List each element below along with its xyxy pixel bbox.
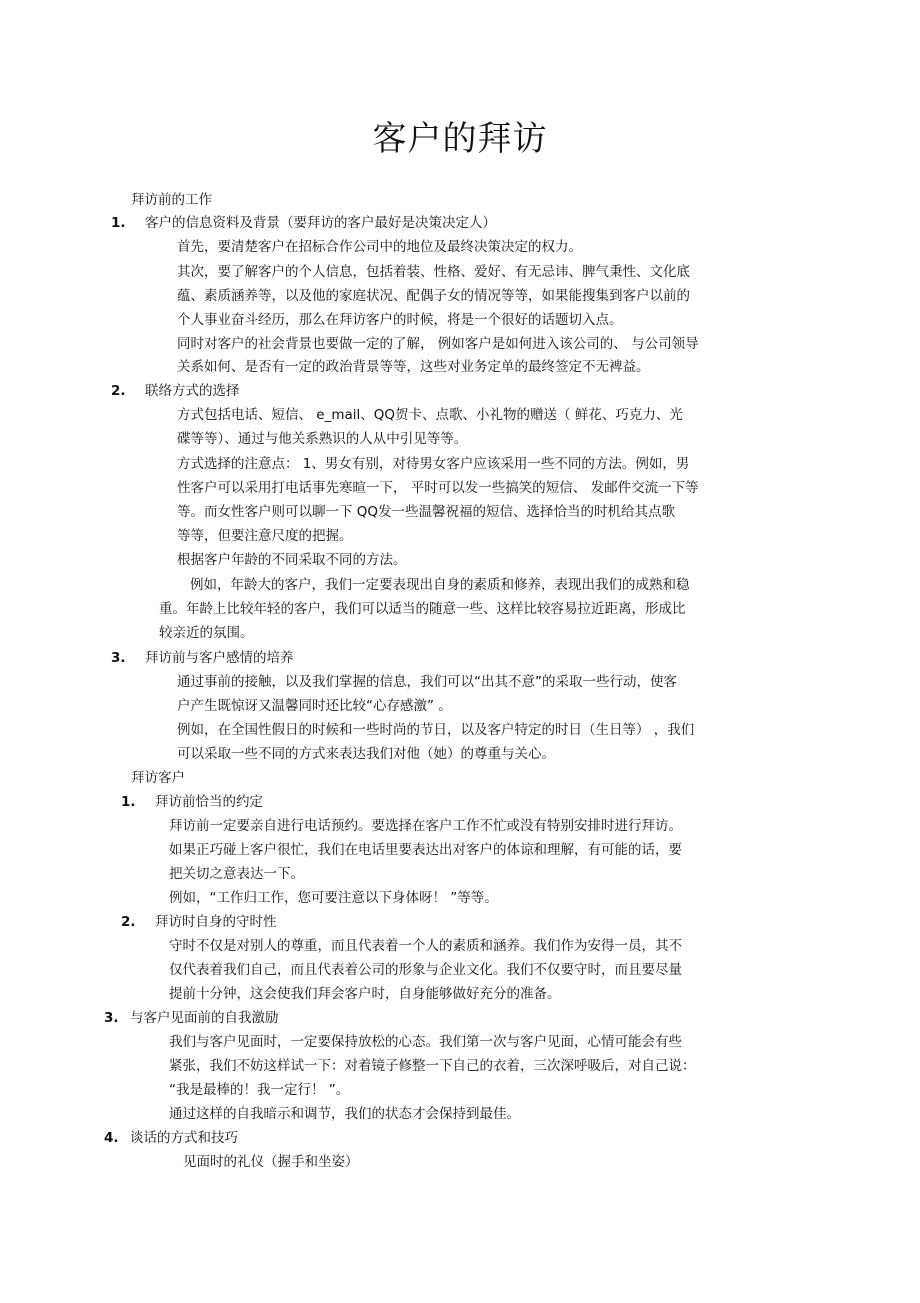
paragraph-line: 较亲近的氛围。 <box>159 625 254 641</box>
item-heading: 与客户见面前的自我激励 <box>130 1010 279 1026</box>
paragraph-line: 见面时的礼仪（握手和坐姿） <box>183 1154 359 1170</box>
item-number: 4. <box>104 1130 119 1146</box>
paragraph-line: 可以采取一些不同的方式来表达我们对他（她）的尊重与关心。 <box>177 746 555 762</box>
paragraph-line: 等等，但要注意尺度的把握。 <box>177 528 353 544</box>
item-heading: 联络方式的选择 <box>145 383 240 399</box>
paragraph-line: 把关切之意表达一下。 <box>169 866 304 882</box>
paragraph-line: 碟等等）、通过与他关系熟识的人从中引见等等。 <box>177 431 468 447</box>
paragraph-line: 关系如何、是否有一定的政治背景等等，这些对业务定单的最终签定不无裨益。 <box>177 359 650 375</box>
paragraph-line: 例如，在全国性假日的时候和一些时尚的节日，以及客户特定的时日（生日等） ，我们 <box>177 722 695 738</box>
page-title: 客户的拜访 <box>372 119 548 159</box>
section-heading-before-visit: 拜访前的工作 <box>131 192 212 208</box>
paragraph-line: 提前十分钟，这会使我们拜会客户时，自身能够做好充分的准备。 <box>169 986 561 1002</box>
paragraph-line: 重。年龄上比较年轻的客户，我们可以适当的随意一些、这样比较容易拉近距离，形成比 <box>159 601 686 617</box>
paragraph-line: 首先，要清楚客户在招标合作公司中的地位及最终决策决定的权力。 <box>177 239 582 255</box>
paragraph-line: 方式包括电话、短信、 e_mail、QQ贺卡、点歌、小礼物的赠送（ 鲜花、巧克力、光 <box>177 407 683 423</box>
paragraph-line: 通过这样的自我暗示和调节，我们的状态才会保持到最佳。 <box>169 1106 520 1122</box>
paragraph-line: 蕴、素质涵养等，以及他的家庭状况、配偶子女的情况等等，如果能搜集到客户以前的 <box>177 288 690 304</box>
paragraph-line: 方式选择的注意点： 1、男女有别，对待男女客户应该采用一些不同的方法。例如，男 <box>177 456 690 472</box>
paragraph-line: 个人事业奋斗经历，那么在拜访客户的时候，将是一个很好的话题切入点。 <box>177 312 623 328</box>
paragraph-line: 根据客户年龄的不同采取不同的方法。 <box>177 552 407 568</box>
item-heading: 拜访前恰当的约定 <box>155 794 263 810</box>
item-number: 1. <box>111 215 126 231</box>
paragraph-line: “我是最棒的！我一定行！ ”。 <box>169 1082 350 1098</box>
item-heading: 客户的信息资料及背景（要拜访的客户最好是决策决定人） <box>145 215 496 231</box>
item-number: 2. <box>111 383 126 399</box>
paragraph-line: 例如，“工作归工作，您可要注意以下身体呀！ ”等等。 <box>169 890 498 906</box>
item-heading: 谈话的方式和技巧 <box>130 1130 238 1146</box>
paragraph-line: 守时不仅是对别人的尊重，而且代表着一个人的素质和涵养。我们作为安得一员，其不 <box>169 938 682 954</box>
item-number: 3. <box>104 1010 119 1026</box>
paragraph-line: 同时对客户的社会背景也要做一定的了解， 例如客户是如何进入该公司的、 与公司领导 <box>177 336 699 352</box>
paragraph-line: 等。而女性客户则可以聊一下 QQ发一些温馨祝福的短信、选择恰当的时机给其点歌 <box>177 504 676 520</box>
paragraph-line: 通过事前的接触，以及我们掌握的信息，我们可以“出其不意”的采取一些行动，使客 <box>177 674 677 690</box>
paragraph-line: 我们与客户见面时，一定要保持放松的心态。我们第一次与客户见面，心情可能会有些 <box>169 1034 682 1050</box>
paragraph-line: 紧张，我们不妨这样试一下：对着镜子修整一下自己的衣着，三次深呼吸后，对自己说： <box>169 1058 696 1074</box>
paragraph-line: 仅代表着我们自己，而且代表着公司的形象与企业文化。我们不仅要守时，而且要尽量 <box>169 962 682 978</box>
paragraph-line: 例如，年龄大的客户，我们一定要表现出自身的素质和修养，表现出我们的成熟和稳 <box>190 577 690 593</box>
item-heading: 拜访前与客户感情的培养 <box>145 650 294 666</box>
item-number: 2. <box>121 914 136 930</box>
paragraph-line: 性客户可以采用打电话事先寒暄一下， 平时可以发一些搞笑的短信、 发邮件交流一下等 <box>177 480 699 496</box>
item-heading: 拜访时自身的守时性 <box>155 914 277 930</box>
paragraph-line: 如果正巧碰上客户很忙，我们在电话里要表达出对客户的体谅和理解，有可能的话，要 <box>169 842 682 858</box>
paragraph-line: 拜访前一定要亲自进行电话预约。要选择在客户工作不忙或没有特别安排时进行拜访。 <box>169 818 682 834</box>
item-number: 1. <box>121 794 136 810</box>
paragraph-line: 其次，要了解客户的个人信息，包括着装、性格、爱好、有无忌讳、脾气秉性、文化底 <box>177 264 690 280</box>
paragraph-line: 户产生既惊讶又温馨同时还比较“心存感激” 。 <box>177 698 452 714</box>
section-heading-visit-client: 拜访客户 <box>131 770 185 786</box>
item-number: 3. <box>111 650 126 666</box>
